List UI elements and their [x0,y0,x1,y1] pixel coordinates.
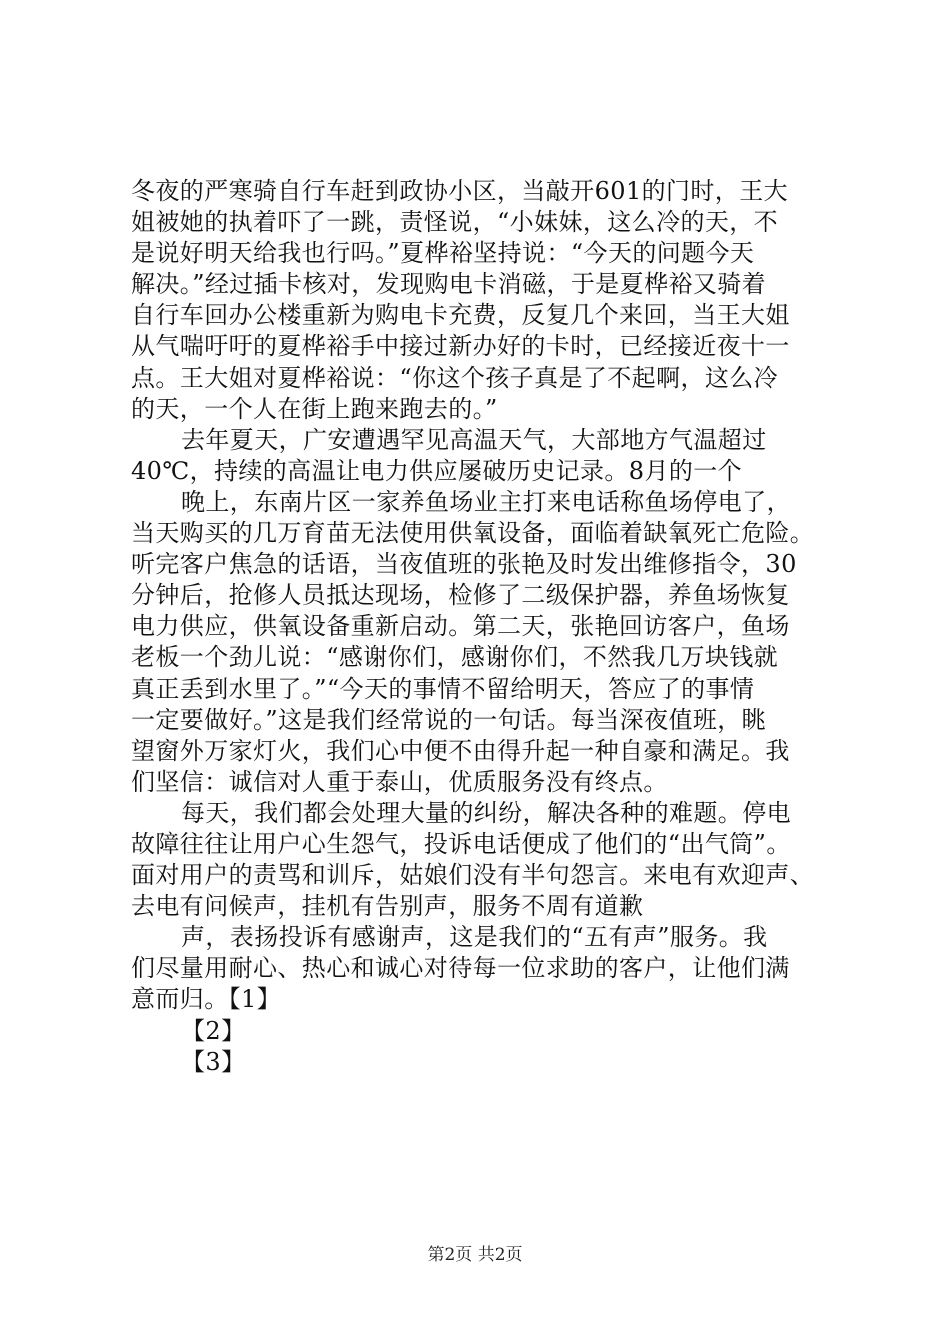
text-line: 听完客户焦急的话语，当夜值班的张艳及时发出维修指令，30 [131,550,797,579]
text-line: 意而归。【1】 [131,985,282,1014]
text-line: 去电有问候声，挂机有告别声，服务不周有道歉 [131,892,644,921]
text-line: 们坚信：诚信对人重于泰山，优质服务没有终点。 [131,767,668,796]
reference-marker-line: 【2】 [181,1016,246,1045]
paragraph-start-line: 声，表扬投诉有感谢声，这是我们的“五有声”服务。我 [181,923,768,952]
text-line: 分钟后，抢修人员抵达现场，检修了二级保护器，养鱼场恢复 [131,581,790,610]
text-line: 们尽量用耐心、热心和诚心对待每一位求助的客户，让他们满 [131,954,790,983]
text-line: 的天，一个人在街上跑来跑去的。” [131,394,498,423]
text-line: 从气喘吁吁的夏桦裕手中接过新办好的卡时，已经接近夜十一 [131,332,790,361]
text-line: 姐被她的执着吓了一跳，责怪说，“小妹妹，这么冷的天，不 [131,208,779,237]
text-line: 一定要做好。”这是我们经常说的一句话。每当深夜值班，眺 [131,705,767,734]
text-line: 故障往往让用户心生怨气，投诉电话便成了他们的“出气筒”。 [131,829,791,858]
text-line: 面对用户的责骂和训斥，姑娘们没有半句怨言。来电有欢迎声、 [131,861,815,890]
text-line: 解决。”经过插卡核对，发现购电卡消磁，于是夏桦裕又骑着 [131,270,767,299]
paragraph-start-line: 每天，我们都会处理大量的纠纷，解决各种的难题。停电 [181,798,791,827]
text-line: 是说好明天给我也行吗。”夏桦裕坚持说：“今天的问题今天 [131,239,755,268]
text-line: 点。王大姐对夏桦裕说：“你这个孩子真是了不起啊，这么冷 [131,363,779,392]
text-line: 真正丢到水里了。”“今天的事情不留给明天，答应了的事情 [131,674,755,703]
text-line: 当天购买的几万育苗无法使用供氧设备，面临着缺氧死亡危险。 [131,519,815,548]
text-line: 老板一个劲儿说：“感谢你们，感谢你们，不然我几万块钱就 [131,643,779,672]
text-line: 40℃，持续的高温让电力供应屡破历史记录。8月的一个 [131,456,743,485]
reference-marker-line: 【3】 [181,1047,246,1076]
paragraph-start-line: 去年夏天，广安遭遇罕见高温天气，大部地方气温超过 [181,425,767,454]
text-line: 冬夜的严寒骑自行车赶到政协小区，当敲开601的门时，王大 [131,177,789,205]
paragraph-start-line: 晚上，东南片区一家养鱼场业主打来电话称鱼场停电了， [181,487,791,516]
text-line: 电力供应，供氧设备重新启动。第二天，张艳回访客户，鱼场 [131,612,790,641]
text-line: 望窗外万家灯火，我们心中便不由得升起一种自豪和满足。我 [131,736,790,765]
text-line: 自行车回办公楼重新为购电卡充费，反复几个来回，当王大姐 [131,301,790,330]
page-number-footer: 第2页 共2页 [427,1245,523,1265]
document-body [131,176,831,1078]
